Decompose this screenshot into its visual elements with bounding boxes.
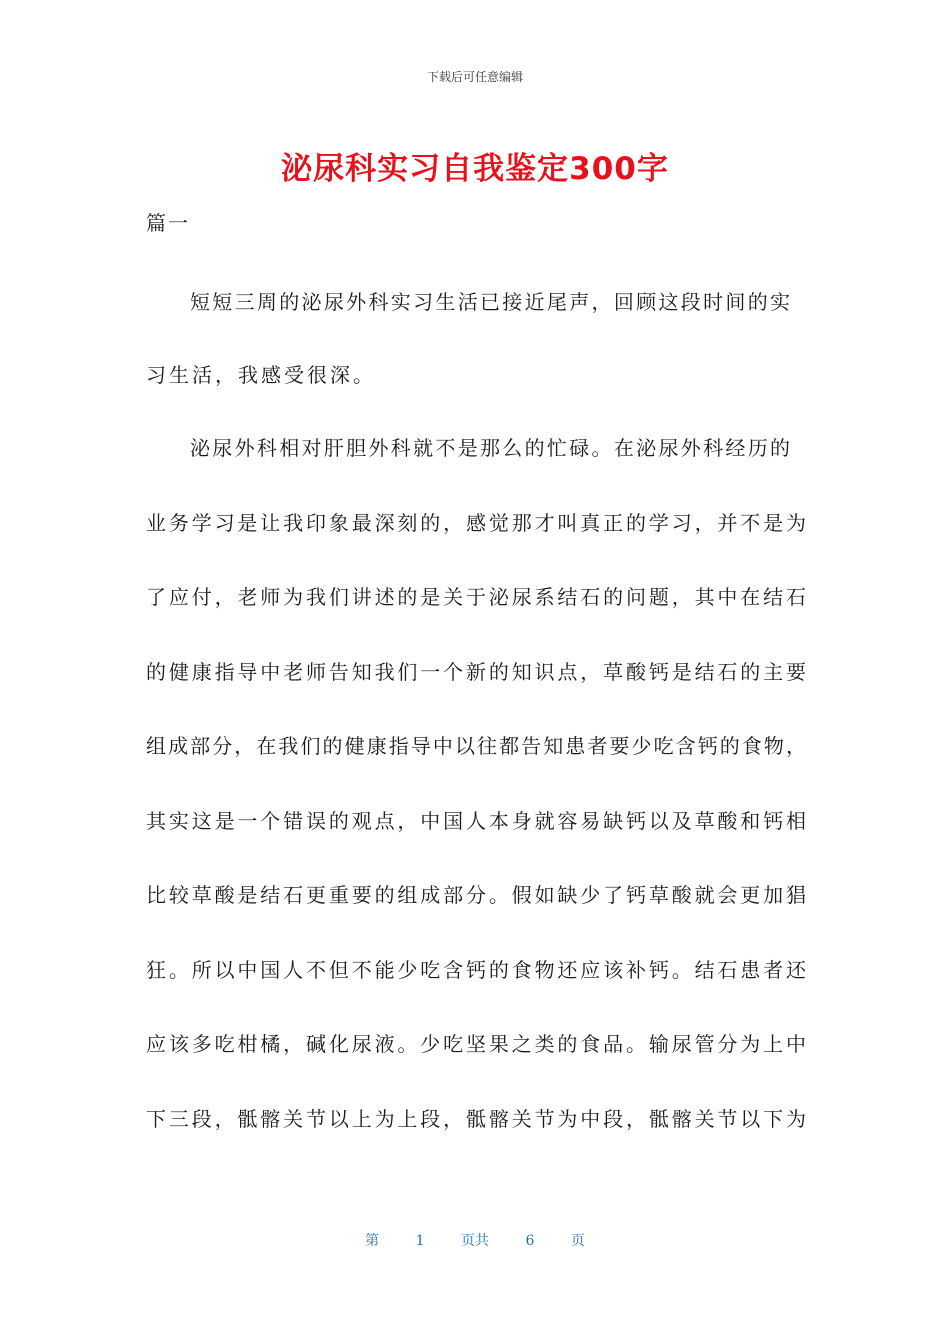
footer-page-current: 1 — [415, 1233, 425, 1249]
paragraph-line-6: 的健康指导中老师告知我们一个新的知识点，草酸钙是结石的主要 — [146, 660, 806, 684]
footer-page-total: 6 — [525, 1233, 535, 1249]
paragraph-line-9: 比较草酸是结石更重要的组成部分。假如缺少了钙草酸就会更加猖 — [146, 883, 806, 907]
document-title: 泌尿科实习自我鉴定300字 — [281, 151, 669, 187]
footer-page-mid: 页共 — [461, 1233, 489, 1249]
paragraph-line-4: 业务学习是让我印象最深刻的，感觉那才叫真正的学习，并不是为 — [146, 511, 806, 535]
section-label: 篇一 — [146, 211, 190, 235]
paragraph-line-3: 泌尿外科相对肝胆外科就不是那么的忙碌。在泌尿外科经历的 — [190, 436, 790, 460]
paragraph-line-12: 下三段，骶髂关节以上为上段，骶髂关节为中段，骶髂关节以下为 — [146, 1107, 806, 1131]
page-header-note: 下载后可任意编辑 — [426, 70, 523, 84]
footer-page-suffix: 页 — [570, 1233, 585, 1249]
paragraph-line-7: 组成部分，在我们的健康指导中以往都告知患者要少吃含钙的食物， — [146, 734, 806, 758]
paragraph-line-11: 应该多吃柑橘，碱化尿液。少吃坚果之类的食品。输尿管分为上中 — [146, 1032, 806, 1056]
footer-page-prefix: 第 — [365, 1233, 380, 1249]
paragraph-line-5: 了应付，老师为我们讲述的是关于泌尿系结石的问题，其中在结石 — [146, 585, 806, 609]
paragraph-line-10: 狂。所以中国人不但不能少吃含钙的食物还应该补钙。结石患者还 — [146, 958, 806, 982]
paragraph-line-1: 短短三周的泌尿外科实习生活已接近尾声，回顾这段时间的实 — [190, 290, 790, 314]
page-footer — [0, 1230, 950, 1250]
paragraph-line-2: 习生活，我感受很深。 — [146, 363, 376, 387]
paragraph-line-8: 其实这是一个错误的观点，中国人本身就容易缺钙以及草酸和钙相 — [146, 809, 806, 833]
